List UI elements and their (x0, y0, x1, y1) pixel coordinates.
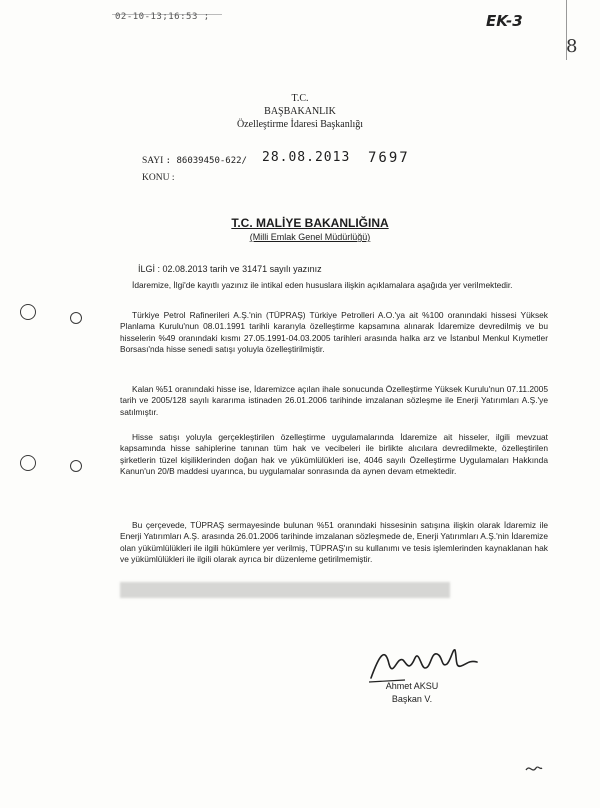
letterhead (230, 92, 370, 131)
body-paragraph-1: İdaremize, İlgi'de kayıtlı yazınız ile intikal eden hususlara ilişkin açıklamalara aşağıda yer verilmektedir. (132, 280, 513, 290)
letterhead-line-3: Özelleştirme İdaresi Başkanlığı (236, 119, 364, 130)
addressee-line-2: (Milli Emlak Genel Müdürlüğü) (249, 232, 371, 242)
addressee (200, 216, 420, 244)
letterhead-line-2: BAŞBAKANLIK (264, 106, 336, 117)
body-paragraph-4: Hisse satışı yoluyla gerçekleştirilen özelleştirme uygulamalarında İdaremize ait hisseler, ilgili mevzuat kapsamında hisse sahiplerine tanınan tüm hak ve vecibeleri ile birlikte alıcılara devredilmekte, özelleştirilen şirketlerin tüzel kişiliklerinden doğan hak ve yükümlülükleri ise, 4046 sayılı Özelleştirme Uygulamaları Hakkında Kanun'un 20/B maddesi uyarınca, bu uygulamalar sonrasında da aynen devam etmektedir. (120, 432, 548, 477)
letterhead-line-1: T.C. (291, 93, 309, 104)
handwritten-mark-icon (524, 762, 544, 776)
punch-hole-3 (20, 455, 36, 471)
signatory-title: Başkan V. (391, 694, 433, 704)
document-date: 28.08.2013 (262, 150, 351, 165)
sayi-label: SAYI (142, 156, 164, 166)
handwritten-annotation: EK-3 (486, 12, 523, 30)
body-paragraph-3: Kalan %51 oranındaki hisse ise, İdaremizce açılan ihale sonucunda Özelleştirme Yüksek Kurulu'nun 07.11.2005 tarih ve 2005/128 sayılı kararıma istinaden 26.01.2006 tarihinde imzalanan sözleşme ile Enerji Yatırımları A.Ş.'ye satılmıştır. (120, 384, 548, 417)
punch-hole-2 (70, 312, 82, 324)
scan-smudge (120, 582, 450, 598)
ilgi-reference: İLGİ : 02.08.2013 tarih ve 31471 sayılı yazınız (138, 264, 322, 274)
reference-block (142, 153, 247, 187)
punch-hole-4 (70, 460, 82, 472)
konu-label: KONU (142, 173, 170, 183)
fax-header: 02-10-13;16:53 ; (115, 12, 210, 22)
body-paragraph-5: Bu çerçevede, TÜPRAŞ sermayesinde bulunan %51 oranındaki hissesinin satışına ilişkin olarak İdaremiz ile Enerji Yatırımları A.Ş. arasında 26.01.2006 tarihinde imzalanan sözleşmede de, Enerji Yatırımları A.Ş.'nin İdaremize olan yükümlülükleri ile ilgili hükümlere yer verilmiş, TÜPRAŞ'ın su kullanımı ve tesis işlemlerinden kaynaklanan hak ve yükümlülükleri ile ilgili olarak ayrıca bir düzenleme getirilmemiştir. (120, 520, 548, 565)
konu-value: : (171, 173, 175, 183)
punch-hole-1 (20, 304, 36, 320)
page-number: 8 (566, 36, 578, 57)
body-paragraph-2: Türkiye Petrol Rafinerileri A.Ş.'nin (TÜPRAŞ) Türkiye Petrolleri A.O.'ya ait %100 oranındaki hissesi Yüksek Planlama Kurulu'nun 08.01.1991 tarihli kararıyla özelleştirme kapsamına alınarak İdaremize devredilmiş ve bu hisselerin %49 oranındaki kısmı 27.05.1991-04.03.2005 tarihleri arasında halka arz ve İstanbul Menkul Kıymetler Borsası'nda hisse senedi satışı yoluyla özelleştirilmiştir. (120, 310, 548, 355)
document-number: 7697 (368, 150, 410, 166)
sayi-value: : 86039450-622/ (165, 156, 247, 166)
handwritten-mark (524, 762, 544, 781)
addressee-line-1: T.C. MALİYE BAKANLIĞINA (231, 216, 389, 230)
signatory-block (372, 680, 452, 706)
signatory-name: Ahmet AKSU (385, 681, 439, 691)
